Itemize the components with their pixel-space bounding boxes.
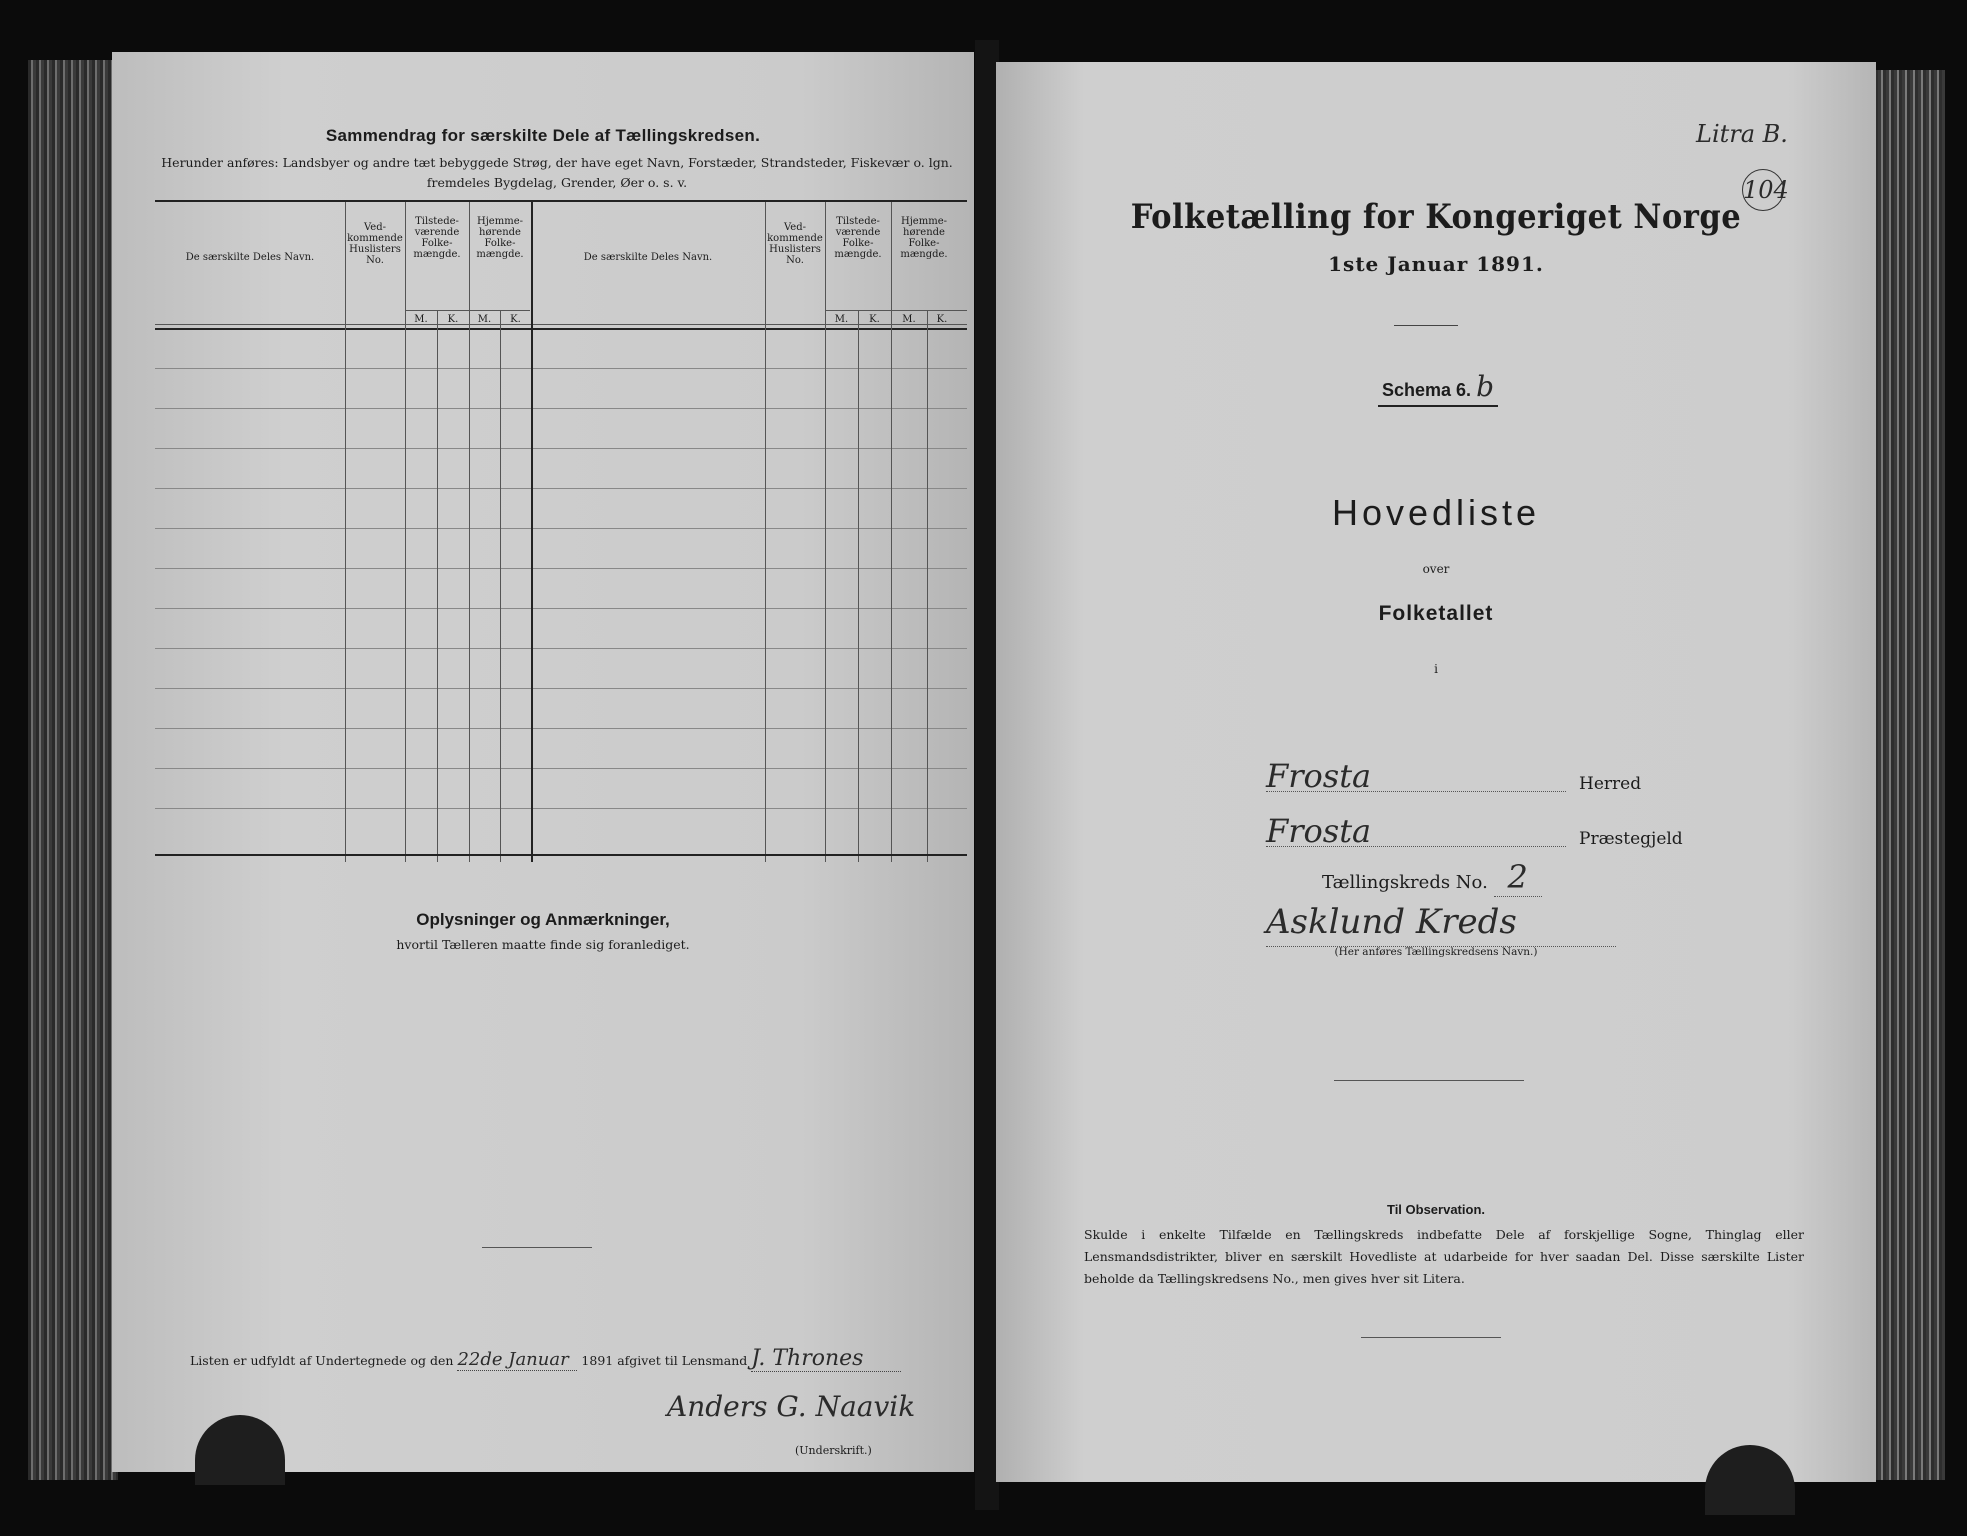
table-row bbox=[155, 408, 967, 409]
census-date: 1ste Januar 1891. bbox=[1328, 252, 1544, 276]
kreds-name-note: (Her anføres Tællingskredsens Navn.) bbox=[1334, 946, 1538, 958]
prestegjeld-field: Frosta bbox=[1266, 812, 1566, 847]
completion-year-text: 1891 afgivet til Lensmand bbox=[581, 1353, 748, 1368]
completion-prefix: Listen er udfyldt af Undertegnede og den bbox=[190, 1353, 454, 1368]
observation-title: Til Observation. bbox=[1386, 1202, 1485, 1217]
signature-label: (Underskrift.) bbox=[795, 1444, 872, 1457]
schema-value: b bbox=[1476, 370, 1495, 403]
kreds-label: Tællingskreds No. bbox=[1322, 872, 1488, 893]
folketallet-heading: Folketallet bbox=[1378, 602, 1494, 625]
divider-line bbox=[1361, 1337, 1501, 1338]
book-edge-right bbox=[1870, 70, 1945, 1480]
col-header-husholds: Ved-kommende Huslisters No. bbox=[347, 222, 403, 266]
completion-date: 22de Januar bbox=[457, 1349, 577, 1371]
divider-line bbox=[1394, 325, 1458, 326]
divider-line bbox=[482, 1247, 592, 1248]
table-row bbox=[155, 488, 967, 489]
left-page bbox=[112, 52, 974, 1472]
col-header-m: M. bbox=[414, 314, 428, 325]
notes-subtitle: hvortil Tælleren maatte finde sig foranlediget. bbox=[396, 937, 690, 952]
table-row bbox=[155, 448, 967, 449]
hovedliste-heading: Hovedliste bbox=[1331, 492, 1541, 533]
right-page bbox=[996, 62, 1876, 1482]
herred-label: Herred bbox=[1579, 774, 1642, 794]
table-row bbox=[155, 368, 967, 369]
col-header-m: M. bbox=[902, 314, 916, 325]
herred-field: Frosta bbox=[1266, 757, 1566, 792]
col-header-m: M. bbox=[477, 314, 492, 325]
over-text: over bbox=[1422, 562, 1450, 576]
census-title: Folketælling for Kongeriget Norge bbox=[1130, 197, 1742, 237]
table-row bbox=[155, 768, 967, 769]
prestegjeld-label: Præstegjeld bbox=[1579, 829, 1683, 849]
col-header-tilstede: Tilstede-værende Folke-mængde. bbox=[834, 216, 882, 260]
table-header-rule-double bbox=[155, 328, 967, 330]
divider-line bbox=[1334, 1080, 1524, 1081]
summary-title: Sammendrag for særskilte Dele af Tællingskredsen. bbox=[325, 126, 761, 145]
kreds-number-line bbox=[1322, 858, 1542, 896]
lensmand-name: J. Thrones bbox=[751, 1346, 901, 1372]
col-header-tilstede: Tilstede-værende Folke-mængde. bbox=[413, 216, 461, 260]
schema-label bbox=[1378, 370, 1498, 407]
schema-label-text: Schema 6. bbox=[1382, 380, 1472, 400]
col-header-m: M. bbox=[834, 314, 849, 325]
table-row bbox=[155, 728, 967, 729]
completion-statement bbox=[190, 1346, 901, 1372]
table-row bbox=[155, 568, 967, 569]
kreds-name-field: Asklund Kreds bbox=[1266, 902, 1616, 947]
table-row bbox=[155, 688, 967, 689]
table-row bbox=[155, 648, 967, 649]
notes-title: Oplysninger og Anmærkninger, bbox=[416, 910, 670, 929]
table-row bbox=[155, 608, 967, 609]
col-header-name: De særskilte Deles Navn. bbox=[185, 252, 315, 263]
col-header-k: K. bbox=[447, 314, 459, 325]
table-bottom-rule bbox=[155, 854, 967, 856]
table-center-divider bbox=[531, 202, 533, 862]
table-row bbox=[155, 528, 967, 529]
summary-subtitle-line2: fremdeles Bygdelag, Grender, Øer o. s. v. bbox=[426, 175, 688, 190]
col-header-hjemme: Hjemme-hørende Folke-mængde. bbox=[900, 216, 948, 260]
kreds-number: 2 bbox=[1494, 858, 1542, 897]
col-header-husholds: Ved-kommende Huslisters No. bbox=[767, 222, 823, 266]
table-row bbox=[155, 808, 967, 809]
col-header-k: K. bbox=[869, 314, 880, 325]
corner-litra-note: Litra B. bbox=[1696, 120, 1788, 148]
col-header-k: K. bbox=[936, 314, 948, 325]
observation-body: Skulde i enkelte Tilfælde en Tællingskreds indbefatte Dele af forskjellige Sogne, Thinglag eller Lensmandsdistrikter, bliver en særskilt Hovedliste at udarbeide for hver saadan Del. Disse særskilte Lister beholde da Tællingskredsens No., men gives hver sit Litera. bbox=[1084, 1227, 1804, 1286]
book-edge-left bbox=[28, 60, 118, 1480]
summary-table bbox=[155, 200, 967, 862]
i-text: i bbox=[1434, 662, 1438, 676]
summary-subtitle-line1: Herunder anføres: Landsbyer og andre tæt bebyggede Strøg, der have eget Navn, Forstæder, Strandsteder, Fiskevær o. lgn. bbox=[161, 155, 953, 170]
col-header-hjemme: Hjemme-hørende Folke-mængde. bbox=[476, 216, 524, 260]
enumerator-signature: Anders G. Naavik bbox=[667, 1390, 916, 1423]
col-header-name: De særskilte Deles Navn. bbox=[583, 252, 713, 263]
page-number-circle: 104 bbox=[1742, 169, 1784, 211]
col-header-k: K. bbox=[510, 314, 521, 325]
summary-subtitle bbox=[157, 153, 957, 193]
